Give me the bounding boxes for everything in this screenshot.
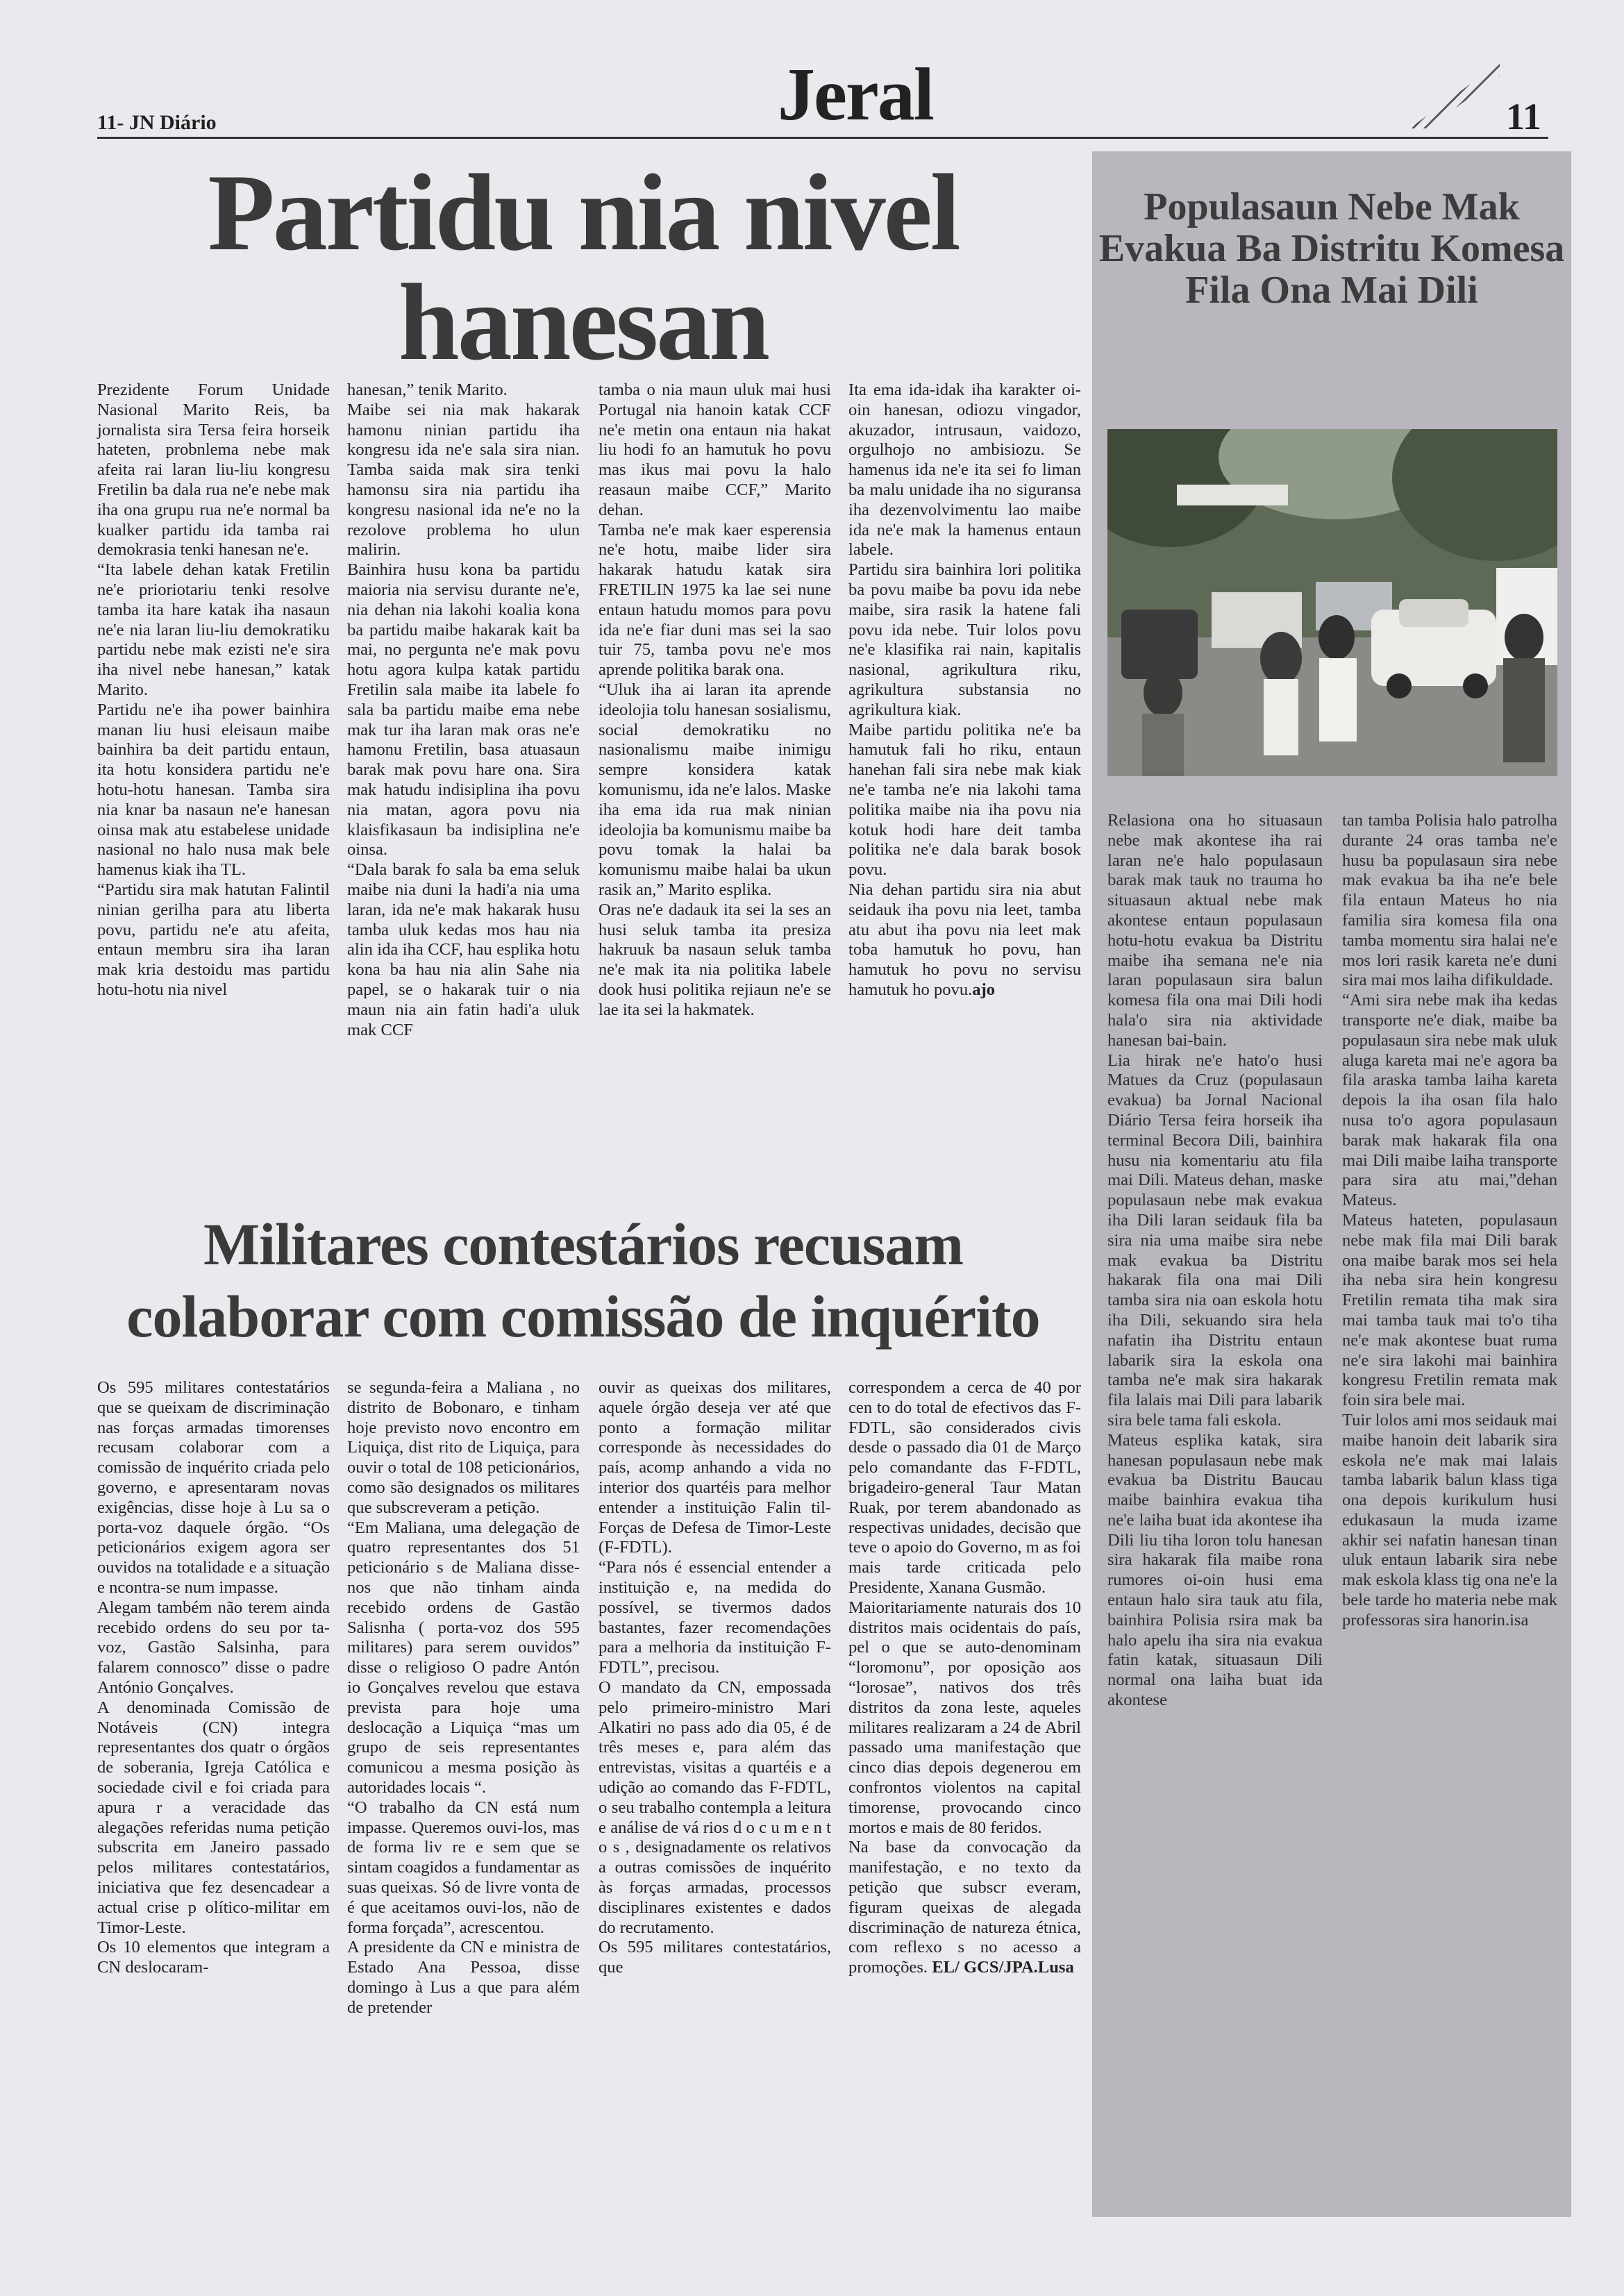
paragraph: hanesan,” tenik Marito.	[347, 380, 508, 399]
paragraph-text: Tuir lolos ami mos seidauk mai maibe hanoin deit labarik sira eskola ne'e mak mai lalais tamba labarik balun klass tiga ona depois kurikulum husi edukasaun la muda izame akhir sei nafatin hanesan tinan uluk entaun labarik sira nebe mak eskola klass tig ona ne'e la bele tarde ho materia nebe mak professoras sira hanorin.	[1342, 1410, 1557, 1629]
paragraph: Maibe partidu politika ne'e ba hamutuk fali ho riku, entaun hanehan fali sira nebe mak kiak ne'e tamba ne'e nia lakohi tama politika maibe nia iha povu nia kotuk hodi hare deit tamba politika ne'e dala barak bosok povu.	[848, 720, 1081, 880]
paragraph: Maioritariamente naturais dos 10 distritos mais ocidentais do país, pel o que se auto-denominam “loromonu”, por oposição aos “lorosae”, nativos dos três distritos da zona leste, aqueles militares realizaram a 24 de Abril passado uma manifestação que cinco dias depois degenerou em confrontos violentos na capital timorense, provocando cinco mortos e mais de 80 feridos.	[848, 1598, 1081, 1837]
paragraph: ouvir as queixas dos militares, aquele órgão deseja ver até que ponto a formação militar corresponde às necessidades do país, acomp anhando a vida no interior dos quartéis para melhor entender a instituição Falin til-Forças de Defesa de Timor-Leste (F-FDTL).	[598, 1378, 831, 1557]
paragraph: Os 595 militares contestatários que se queixam de discriminação nas forças armadas timorenses recusam colaborar com a comissão de inquérito criada pelo governo, e apresentaram novas exigências, disse hoje à Lu sa o porta-voz daquele órgão. “Os peticionários exigem agora ser ouvidos na totalidade e a situação e ncontra-se num impasse.	[97, 1378, 330, 1597]
paragraph: “Em Maliana, uma delegação de quatro representantes dos 51 peticionário s de Maliana disse-nos que não tinham ainda recebido ordens de Gastão Salisnha ( porta-voz dos 595 militares) para serem ouvidos” disse o religioso O padre Antón io Gonçalves revelou que estava prevista para hoje uma deslocação a Liquiça “mas um grupo de seis representantes comunicou a mesma posição às autoridades locais “.	[347, 1518, 580, 1797]
paragraph-text: Na base da convocação da manifestação, e no texto da petição que subscr everam, figuram queixas de alegada discriminação de natureza étnica, com reflexo s no acesso a promoções.	[848, 1838, 1081, 1977]
paragraph: “O trabalho da CN está num impasse. Queremos ouvi-los, mas de forma liv re e sem que se sintam coagidos a fundamentar as suas queixas. Só de livre vonta de é que aceitamos ouvi-los, não de forma forçada”, acrescentou.	[347, 1798, 580, 1937]
paragraph: Os 10 elementos que integram a CN deslocaram-	[97, 1938, 330, 1977]
header-rule	[97, 137, 1548, 139]
article1-column-1	[97, 380, 330, 1000]
paragraph: Prezidente Forum Unidade Nasional Marito Reis, ba jornalista sira Tersa feira horseik hateten, probnlema nebe mak afeita rai laran liu-liu kongresu Fretilin ba dala rua ne'e nebe mak iha ona grupu rua ne'e normal ba kualker partidu ida tamba rai demokrasia tenki hanesan ne'e.	[97, 380, 330, 560]
paragraph: correspondem a cerca de 40 por cen to do total de efectivos das F-FDTL, são considerados civis desde o passado dia 01 de Março pelo comandante das F-FDTL, brigadeiro-general Taur Matan Ruak, por terem abandonado as respectivas unidades, decisão que teve o apoio do Governo, m as foi mais tarde criticada pelo Presidente, Xanana Gusmão.	[848, 1378, 1081, 1597]
article1-signature: ajo	[972, 980, 996, 999]
paragraph: Oras ne'e dadauk ita sei la ses an husi seluk tamba ita presiza hakruuk ba nasaun seluk tamba ne'e mak ita nia politika labele dook husi politika rejiaun ne'e se lae ita sei la hakmatek.	[598, 900, 831, 1019]
sidebar-column-2	[1342, 811, 1557, 1631]
article2-column-4	[848, 1378, 1081, 1978]
article2-headline-line2: colaborar com comissão de inquérito	[126, 1283, 1040, 1350]
paragraph: tan tamba Polisia halo patrolha durante 24 oras tamba ne'e husu ba populasaun sira nebe mak evakua ba iha ne'e bele fila entaun Mateus ho nia familia sira komesa fila ona tamba momentu sira halai ne'e mos lori rasik kareta ne'e duni sira mai mos laiha difikuldade.	[1342, 811, 1557, 990]
article1-column-2	[347, 380, 580, 1040]
paragraph: A denominada Comissão de Notáveis (CN) integra representantes dos quatr o órgãos de soberania, Igreja Católica e sociedade civil e foi criada para apura r a veracidade das alegações referidas numa petição subscrita em Janeiro passado pelos militares contestatários, iniciativa que fez desencadear a actual crise p olítico-militar em Timor-Leste.	[97, 1698, 330, 1937]
article1-headline-line1: Partidu nia nivel	[208, 152, 959, 274]
article1-headline	[97, 152, 1069, 383]
paragraph: Mateus esplika katak, sira hanesan populasaun nebe mak evakua ba Distritu Baucau maibe bainhira evakua tiha ne'e laiha buat ida akontese iha Dili liu tiha loron tolu hanesan sira hakarak fila maibe rona rumores oi-oin husi ema entaun halo sira tauk atu fila, bainhira Polisia rsira mak ba halo apelu iha sira nia evakua fatin katak, situasaun Dili normal ona laiha buat ida akontese	[1107, 1430, 1323, 1710]
paragraph: Partidu sira bainhira lori politika ba povu maibe ba povu ida nebe maibe, sira rasik la hatene fali povu ida nebe. Tuir lolos povu ne'e klasifika rai nain, kapitalis nasional, agrikultura riku, agrikultura substansia no agrikultura kiak.	[848, 560, 1081, 719]
paragraph: Tamba ne'e mak kaer esperensia ne'e hotu, maibe lider sira hakarak hatudu katak sira FRETILIN 1975 ka lae sei nune entaun hatudu momos para povu ida ne'e fiar duni mas sei la sao tuir 75, tamba povu ne'e mos aprende politika barak ona.	[598, 520, 831, 680]
article2-headline-line1: Militares contestários recusam	[203, 1211, 964, 1277]
paragraph: “Dala barak fo sala ba ema seluk maibe nia duni la hadi'a nia uma laran, ida ne'e mak hakarak husu tamba uluk kedas mos hau nia alin ida iha CCF, hau esplika hotu kona ba hau nia alin Sahe nia papel, se o hakarak tuir o nia maun nia ain fatin hadi'a uluk mak CCF	[347, 860, 580, 1039]
section-title: Jeral	[778, 53, 933, 136]
paragraph	[1342, 1411, 1557, 1631]
paragraph: Partidu ne'e iha power bainhira manan liu husi eleisaun maibe bainhira ba deit partidu entaun, ita hotu konsidera partidu ne'e hotu-hotu hanesan. Tamba sira nia knar ba nasaun ne'e hanesan oinsa mak atu estabelese unidade nasional no halo nusa mak bele hamenus kiak iha TL.	[97, 700, 330, 880]
paragraph-text: Nia dehan partidu sira nia abut seidauk iha povu nia leet, tamba atu abut iha povu nia leet mak toba hamutuk ho povu, han hamutuk ho povu no servisu hamutuk ho povu.	[848, 880, 1081, 999]
paragraph: Os 595 militares contestatários, que	[598, 1938, 831, 1977]
sidebar-column-1	[1107, 811, 1323, 1711]
hatch-ornament-icon	[1409, 62, 1500, 128]
paragraph: O mandato da CN, empossada pelo primeiro-ministro Mari Alkatiri no pass ado dia 05, é de três meses e, para além das entrevistas, visitas a quartéis e a udição ao comando das F-FDTL, o seu trabalho contempla a leitura e análise de vá rios d o c u m e n t o s , designadamente os relativos a outras comissões de inquérito às forças armadas, processos disciplinares existentes e dados do recrutamento.	[598, 1677, 831, 1937]
paragraph: “Uluk iha ai laran ita aprende ideolojia tolu hanesan sosialismu, social demokratiku no nasionalismu maibe inimigu sempre konsidera katak komunismu, ida ne'e lalos. Maske iha ema ida rua mak ninian ideolojia ba komunismu maibe ba povu tomak la halai ba komunismu maibe halai ba ukun rasik an,” Marito esplika.	[598, 680, 831, 899]
article1-column-3	[598, 380, 831, 1021]
paragraph: tamba o nia maun uluk mai husi Portugal nia hanoin katak CCF ne'e metin ona entaun nia hakat liu hodi fo an hamutuk ho povu mas ikus mai povu la halo reasaun maibe CCF,” Marito dehan.	[598, 380, 831, 519]
paragraph: “Ita labele dehan katak Fretilin ne'e prioriotariu tenki resolve tamba ita hare katak iha nasaun ne'e nia laran liu-liu demokratiku partidu nebe mak ezisti ne'e sira iha nivel nebe hanesan,” katak Marito.	[97, 560, 330, 699]
paragraph: “Ami sira nebe mak iha kedas transporte ne'e diak, maibe ba populasaun sira nebe mak uluk aluga kareta mai ne'e agora ba fila araska tamba laiha kareta depois la iha osan fila halo nusa to'o agora populasaun barak mak hakarak fila ona mai Dili maibe laiha transporte para sira atu mai,”dehan Mateus.	[1342, 991, 1557, 1210]
article2-column-3	[598, 1378, 831, 1978]
paragraph	[848, 880, 1081, 1000]
page-number: 11	[1505, 96, 1541, 137]
paragraph: Mateus hateten, populasaun nebe mak fila mai Dili barak ona maibe barak mos sei hela iha neba sira hein kongresu Fretilin remata tiha mak sira mai tamba tauk mai to'o tiha ne'e mak akontese buat ruma ne'e sira lakohi mai bainhira kongresu Fretilin remata mak foin sira bele mai.	[1342, 1210, 1557, 1410]
article2-headline	[97, 1208, 1069, 1352]
paragraph: Alegam também não terem ainda recebido ordens do seu por ta-voz, Gastão Salsinha, para falarem connosco” disse o padre António Gonçalves.	[97, 1598, 330, 1697]
paragraph: se segunda-feira a Maliana , no distrito de Bobonaro, e tinham hoje previsto novo encontro em Liquiça, dist rito de Liquiça, para ouvir o total de 108 peticionários, como são designados os militares que subscreveram a petição.	[347, 1378, 580, 1517]
paragraph: Ita ema ida-idak iha karakter oi-oin hanesan, odiozu vingador, akuzador, intrusaun, vaidozo, orgulhojo no ambisiozu. Se hamenus ida ne'e ita sei fo liman ba malu unidade iha no siguransa iha dezenvolvimentu lao maibe ida ne'e mak la hamenus entaun labele.	[848, 380, 1081, 560]
page-header	[97, 52, 1548, 142]
paragraph: “Partidu sira mak hatutan Falintil ninian gerilha para atu liberta povu, partidu ne'e atu afeita, entaun membru sira iha laran mak kria destoidu mas partidu hotu-hotu nia nivel	[97, 880, 330, 999]
paragraph: Bainhira husu kona ba partidu maioria nia servisu durante ne'e, nia dehan nia lakohi koalia kona ba partidu maibe hakarak kait ba mai, no pergunta ne'e mak povu hotu agora kulpa katak partidu Fretilin sala maibe ita labele fo sala ba partidu maibe ema nebe mak tur iha laran mak oras ne'e hamonu Fretilin, basa atuasaun barak mak povu hare ona. Sira mak hatudu indisiplina iha povu nia matan, agora povu nia klaisfikasaun ba indisiplina ne'e oinsa.	[347, 560, 580, 860]
paragraph: A presidente da CN e ministra de Estado Ana Pessoa, disse domingo à Lus a que para além de pretender	[347, 1938, 580, 2017]
article2-column-2	[347, 1378, 580, 2018]
street-photo	[1107, 429, 1557, 776]
article2-signature: EL/ GCS/JPA.Lusa	[932, 1958, 1074, 1977]
sidebar-box	[1092, 151, 1571, 2217]
paragraph: “Para nós é essencial entender a instituição e, na medida do possível, se tivermos dados bastantes, fazer recomendações para a melhoria da instituição F-FDTL”, precisou.	[598, 1558, 831, 1677]
paragraph	[848, 1838, 1081, 1978]
street-photo-image	[1107, 429, 1557, 776]
article1-headline-line2: hanesan	[398, 262, 769, 383]
paragraph: Maibe sei nia mak hakarak hamonu ninian partidu iha kongresu ida ne'e sala sira nian. Tamba saida mak sira tenki hamonsu sira nia partidu iha kongresu nasional ida ne'e no la rezolove problema ho ulun malirin.	[347, 400, 580, 560]
page-label: 11- JN Diário	[97, 111, 217, 134]
article1-column-4	[848, 380, 1081, 1000]
sidebar-headline: Populasaun Nebe Mak Evakua Ba Distritu Komesa Fila Ona Mai Dili	[1098, 185, 1565, 312]
paragraph: Relasiona ona ho situasaun nebe mak akontese iha rai laran ne'e halo populasaun barak mak tauk no trauma ho situasaun aktual nebe mak akontese entaun populasaun hotu-hotu evakua ba Distritu maibe iha semana ne'e nia laran populasaun sira balun komesa fila ona mai Dili hodi hala'o sira nia aktividade hanesan bai-bain.	[1107, 811, 1323, 1050]
sidebar-signature: isa	[1509, 1610, 1529, 1629]
article2-column-1	[97, 1378, 330, 1978]
paragraph: Lia hirak ne'e hato'o husi Matues da Cruz (populasaun evakua) ba Jornal Nacional Diário Tersa feira horseik iha terminal Becora Dili, bainhira husu nia komentariu atu fila mai Dili. Mateus dehan, maske populasaun nebe mak evakua iha Dili laran seidauk fila ba sira nia uma maibe sira nebe mak evakua ba Distritu hakarak fila ona mai Dili tamba sira nia oan eskola hotu iha Dili, sekuando sira hela nafatin iha Distritu entaun labarik sira la eskola ona tamba ne'e mak sira hakarak fila lalais mai Dili para labarik sira bele tama fali eskola.	[1107, 1050, 1323, 1430]
